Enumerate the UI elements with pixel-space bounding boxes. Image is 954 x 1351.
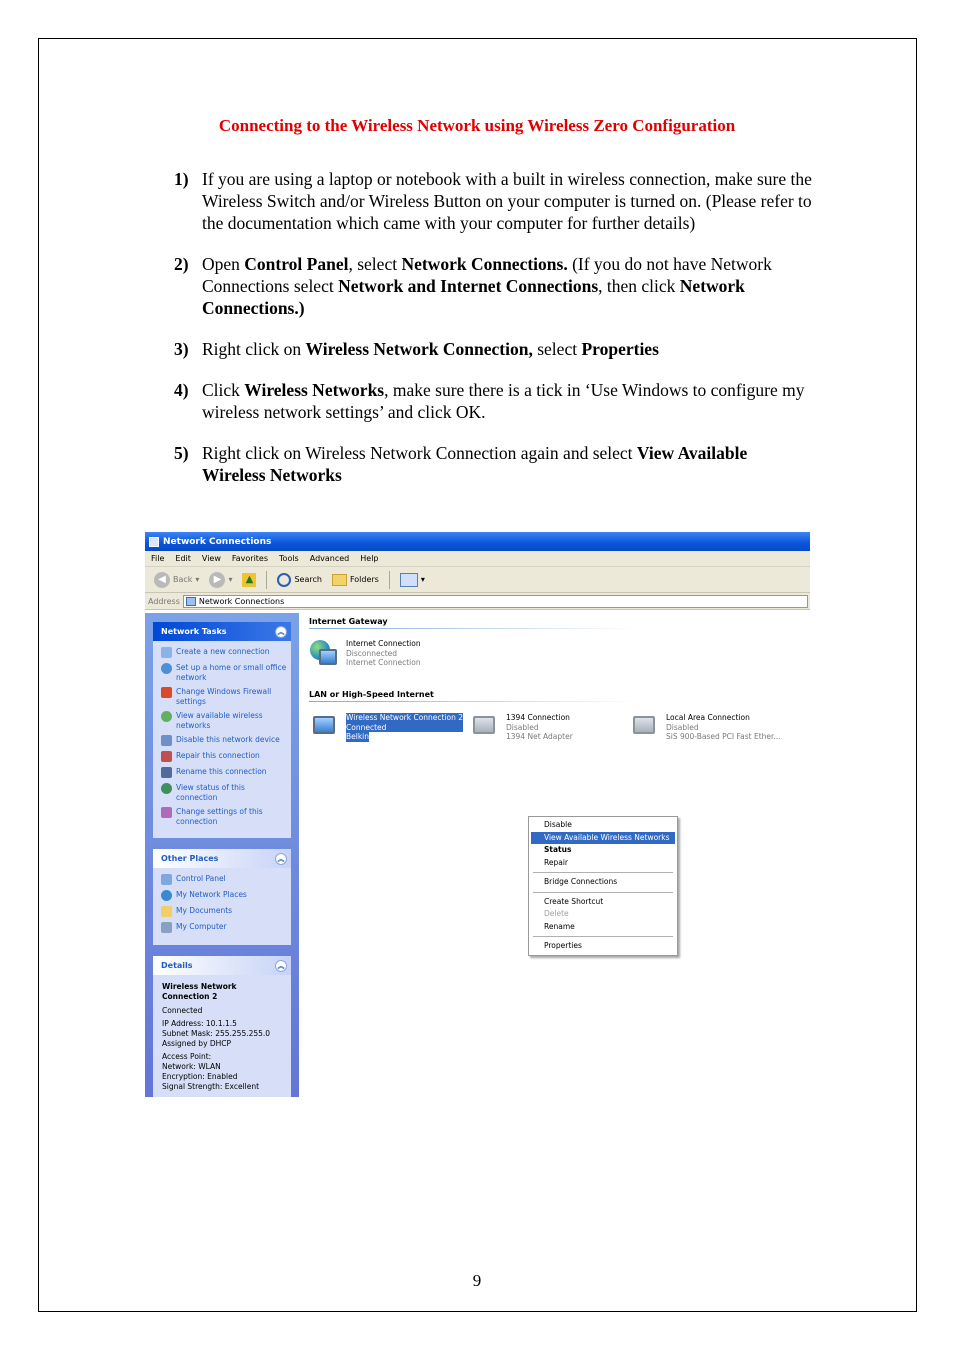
connection-name: Wireless Network Connection 2 [346, 713, 464, 722]
menu-separator [533, 892, 673, 893]
new-connection-icon [161, 647, 172, 658]
address-input[interactable] [183, 595, 808, 608]
network-tasks-header[interactable] [153, 622, 291, 641]
context-menu [528, 816, 678, 956]
step-emphasis: Control Panel [244, 254, 349, 274]
place-my-computer[interactable] [161, 922, 287, 933]
address-value: Network Connections [198, 596, 285, 606]
step-5 [174, 442, 814, 486]
menu-view[interactable]: View [201, 554, 221, 563]
task-disable-device[interactable] [161, 735, 287, 746]
connection-name: Internet Connection [346, 639, 421, 648]
menu-file[interactable]: File [151, 554, 165, 563]
back-arrow-icon: ◀ [154, 572, 170, 588]
panel-title: Network Tasks [161, 627, 227, 636]
folders-button[interactable] [329, 574, 382, 586]
task-label: Repair this connection [176, 751, 260, 760]
page-number: 9 [472, 1271, 482, 1290]
task-label: Set up a home or small office network [176, 663, 287, 682]
settings-icon [161, 807, 172, 818]
control-panel-icon [161, 874, 172, 885]
task-label: Change Windows Firewall settings [176, 687, 272, 706]
step-text: If you are using a laptop or notebook with a built in wireless connection, make sure the Wireless Switch and/or Wireless Button on your computer is turned on. (Please refer to the documentation which came with your computer for further details) [202, 169, 812, 233]
step-number: 5) [174, 443, 189, 463]
collapse-chevron-icon[interactable]: ︽ [275, 960, 287, 972]
menu-tools[interactable]: Tools [279, 554, 299, 563]
connection-status: Disconnected [346, 648, 398, 658]
wireless-connection-item[interactable] [309, 713, 463, 743]
step-3 [174, 338, 814, 360]
details-ip: IP Address: 10.1.1.5 [162, 1019, 237, 1028]
back-label: Back [173, 575, 193, 584]
wireless-icon [161, 711, 172, 722]
task-view-status[interactable] [161, 783, 287, 802]
firewall-icon [161, 687, 172, 698]
window-title: Network Connections [163, 536, 272, 547]
connection-status: Disabled [666, 722, 699, 732]
menu-edit[interactable]: Edit [175, 554, 191, 563]
panel-title: Details [161, 961, 193, 970]
task-pane [145, 613, 299, 1097]
menu-item-disable[interactable]: Disable [544, 820, 572, 829]
wireless-connection-icon [309, 713, 341, 743]
step-number: 4) [174, 380, 189, 400]
task-create-connection[interactable] [161, 647, 287, 658]
network-connections-icon [186, 597, 196, 606]
other-places-panel [153, 849, 291, 945]
details-panel [153, 956, 291, 1097]
details-mask: Subnet Mask: 255.255.255.0 [162, 1029, 271, 1038]
details-status: Connected [162, 1006, 203, 1015]
menu-item-repair[interactable]: Repair [544, 857, 569, 867]
computer-icon [161, 922, 172, 933]
other-places-list [153, 868, 291, 945]
back-button[interactable] [151, 572, 202, 588]
local-area-connection-icon [629, 713, 661, 743]
step-text: Right click on [202, 339, 306, 359]
connection-type: Internet Connection [346, 658, 421, 667]
ieee1394-connection-icon [469, 713, 501, 743]
task-rename-connection[interactable] [161, 767, 287, 778]
other-places-header[interactable] [153, 849, 291, 868]
collapse-chevron-icon[interactable]: ︽ [275, 626, 287, 638]
group-divider [309, 628, 639, 629]
connections-content [299, 613, 810, 1097]
documents-folder-icon [161, 906, 172, 917]
connection-name: 1394 Connection [506, 713, 570, 722]
panel-title: Other Places [161, 854, 219, 863]
details-encryption: Encryption: Enabled [162, 1072, 238, 1081]
network-connections-icon [149, 537, 159, 547]
dropdown-arrow-icon: ▾ [195, 575, 200, 584]
place-label: Control Panel [176, 874, 226, 883]
connection-name: Local Area Connection [666, 713, 750, 722]
menu-item-properties[interactable]: Properties [544, 941, 582, 950]
step-text: Click [202, 380, 245, 400]
group-internet-gateway-title: Internet Gateway [309, 617, 388, 626]
dropdown-arrow-icon: ▾ [228, 575, 233, 584]
step-emphasis: Properties [581, 339, 659, 359]
step-number: 3) [174, 339, 189, 359]
forward-button[interactable] [206, 572, 235, 588]
step-emphasis: View Available Wireless Networks [202, 443, 748, 485]
step-2 [174, 253, 814, 319]
step-number: 1) [174, 169, 189, 189]
step-1 [174, 168, 814, 234]
details-dhcp: Assigned by DHCP [162, 1039, 232, 1048]
views-icon [400, 573, 418, 587]
task-label: View status of this connection [176, 783, 245, 802]
place-label: My Computer [176, 922, 227, 931]
connection-device: Belkin [346, 732, 370, 741]
details-content [153, 975, 291, 1097]
group-divider [309, 701, 639, 702]
place-control-panel[interactable] [161, 874, 287, 885]
connection-device: 1394 Net Adapter [506, 732, 573, 741]
collapse-chevron-icon[interactable]: ︽ [275, 853, 287, 865]
menu-item-bridge-connections[interactable]: Bridge Connections [544, 877, 618, 886]
address-bar [145, 593, 810, 610]
toolbar-separator [266, 571, 267, 589]
step-number: 2) [174, 254, 189, 274]
details-signal: Signal Strength: Excellent [162, 1082, 260, 1091]
step-emphasis: Wireless Network Connection, [305, 339, 533, 359]
window-body [145, 613, 810, 1097]
status-icon [161, 783, 172, 794]
step-text: , make sure there is a tick in ‘Use Windows to configure my wireless network settings’ and click OK. [202, 380, 805, 422]
details-connection-name: Wireless Network Connection 2 [162, 982, 237, 1001]
details-network: Network: WLAN [162, 1062, 221, 1071]
menu-bar [145, 551, 810, 567]
menu-item-status[interactable]: Status [544, 845, 572, 854]
forward-arrow-icon: ▶ [209, 572, 225, 588]
home-network-icon [161, 663, 172, 674]
place-my-network-places[interactable] [161, 890, 287, 901]
views-button[interactable] [397, 573, 428, 587]
menu-separator [533, 936, 673, 937]
step-emphasis: Network Connections.) [202, 276, 745, 318]
menu-item-delete: Delete [544, 909, 569, 918]
instruction-steps [174, 168, 814, 505]
group-lan-title: LAN or High-Speed Internet [309, 690, 434, 699]
step-4 [174, 379, 814, 423]
ieee1394-connection-item[interactable] [469, 713, 573, 743]
monitor-icon [319, 649, 337, 665]
connection-status: Disabled [506, 722, 539, 732]
place-label: My Network Places [176, 890, 247, 899]
search-button[interactable] [274, 573, 324, 587]
menu-separator [533, 872, 673, 873]
place-label: My Documents [176, 906, 233, 915]
connection-status: Connected [346, 723, 463, 733]
local-area-connection-item[interactable] [629, 713, 781, 743]
task-change-settings[interactable] [161, 807, 287, 826]
menu-help[interactable]: Help [360, 554, 379, 563]
window-titlebar[interactable] [145, 532, 810, 551]
task-label: View available wireless networks [176, 711, 263, 730]
details-header[interactable] [153, 956, 291, 975]
folders-label: Folders [349, 575, 379, 584]
task-label: Change settings of this connection [176, 807, 263, 826]
network-tasks-panel [153, 622, 291, 838]
up-arrow-icon: ▲ [242, 573, 256, 587]
task-label: Disable this network device [176, 735, 280, 744]
step-text: , select [348, 254, 402, 274]
step-text: Open [202, 254, 245, 274]
task-label: Create a new connection [176, 647, 270, 656]
dropdown-arrow-icon: ▾ [420, 575, 425, 584]
menu-item-create-shortcut[interactable]: Create Shortcut [544, 896, 604, 906]
task-label: Rename this connection [176, 767, 267, 776]
step-emphasis: Network and Internet Connections [338, 276, 599, 296]
rename-icon [161, 767, 172, 778]
network-tasks-list [153, 641, 291, 838]
up-folder-button[interactable] [239, 573, 259, 587]
internet-connection-item[interactable] [309, 639, 421, 669]
toolbar [145, 567, 810, 593]
internet-gateway-icon [309, 639, 341, 669]
task-home-network[interactable] [161, 663, 287, 682]
section-heading: Connecting to the Wireless Network using Wireless Zero Configuration [218, 116, 736, 135]
task-repair-connection[interactable] [161, 751, 287, 762]
task-firewall-settings[interactable] [161, 687, 287, 706]
menu-favorites[interactable]: Favorites [231, 554, 269, 563]
search-label: Search [294, 575, 322, 584]
search-icon [277, 573, 291, 587]
repair-icon [161, 751, 172, 762]
step-text: Right click on Wireless Network Connection again and select [202, 443, 637, 463]
monitor-icon [633, 716, 655, 734]
step-text: , then click [598, 276, 680, 296]
address-label: Address [148, 596, 180, 606]
task-view-wireless[interactable] [161, 711, 287, 730]
network-connections-window [145, 532, 810, 1097]
connection-device: SiS 900-Based PCI Fast Ether... [666, 732, 781, 741]
menu-advanced[interactable]: Advanced [309, 554, 350, 563]
place-my-documents[interactable] [161, 906, 287, 917]
monitor-icon [473, 716, 495, 734]
folder-icon [332, 574, 347, 586]
toolbar-separator [389, 571, 390, 589]
step-text: (If you do not have Network Connections select [202, 254, 772, 296]
monitor-icon [313, 716, 335, 734]
step-text: select [532, 339, 582, 359]
menu-item-view-available-wireless-networks[interactable]: View Available Wireless Networks [531, 832, 675, 845]
network-places-icon [161, 890, 172, 901]
menu-item-rename[interactable]: Rename [544, 921, 575, 931]
step-emphasis: Network Connections. [401, 254, 568, 274]
disable-device-icon [161, 735, 172, 746]
details-access-point: Access Point: [162, 1052, 212, 1061]
step-emphasis: Wireless Networks [244, 380, 385, 400]
